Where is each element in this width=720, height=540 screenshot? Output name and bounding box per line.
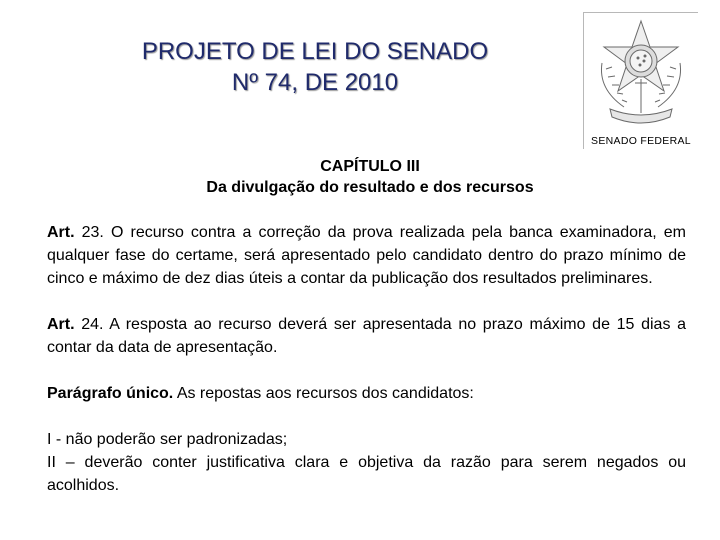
item-list xyxy=(47,428,686,497)
title-line-1: PROJETO DE LEI DO SENADO xyxy=(141,38,489,65)
article-number: 23. xyxy=(74,224,104,241)
brazil-coat-of-arms-icon xyxy=(588,17,694,131)
article-24 xyxy=(47,313,686,359)
chapter-subheading: Da divulgação do resultado e dos recursos xyxy=(206,179,534,196)
article-label: Art. xyxy=(47,224,75,241)
article-text: A resposta ao recurso deverá ser apresentada no prazo máximo de 15 dias a contar da data de apresentação. xyxy=(47,316,687,356)
article-text: O recurso contra a correção da prova realizada pela banca examinadora, em qualquer fase do certame, será apresentado pelo candidato dentro do prazo mínimo de cinco e máximo de dez dias úteis a contar da publicação dos resultados preliminares. xyxy=(47,224,687,287)
article-23 xyxy=(47,221,686,290)
chapter-heading-block xyxy=(160,156,580,198)
document-body xyxy=(47,221,686,497)
article-number: 24. xyxy=(74,316,104,333)
paragraph-label: Parágrafo único. xyxy=(47,385,174,402)
article-label: Art. xyxy=(47,316,75,333)
document-title xyxy=(60,36,570,98)
list-item: I - não poderão ser padronizadas; xyxy=(47,431,288,448)
paragraph-text: As repostas aos recursos dos candidatos: xyxy=(173,385,474,402)
chapter-heading: CAPÍTULO III xyxy=(320,158,420,175)
sole-paragraph xyxy=(47,382,686,405)
emblem-caption: SENADO FEDERAL xyxy=(591,135,691,147)
list-item: II – deverão conter justificativa clara e objetiva da razão para serem negados ou acolhidos. xyxy=(47,454,686,494)
senate-emblem xyxy=(583,12,698,149)
title-line-2: Nº 74, DE 2010 xyxy=(231,69,399,96)
